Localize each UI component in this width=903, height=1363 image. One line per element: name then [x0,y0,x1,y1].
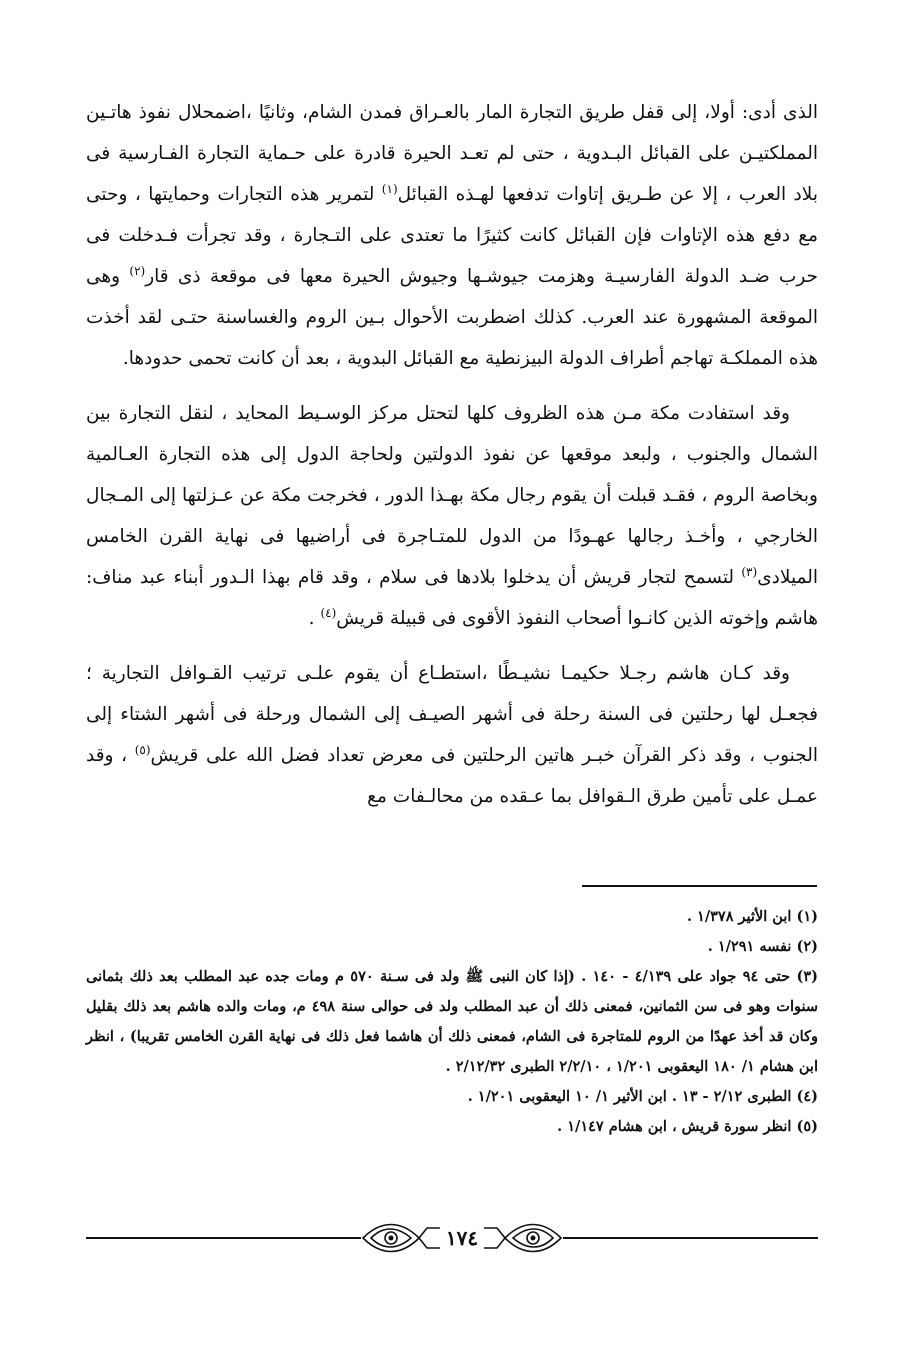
paragraph-text: الذى أدى: أولا، إلى قفل طريق التجارة المار بالعـراق فمدن الشام، وثانيًا ،اضمحلال نفوذ هاتـين المملكتيـن على القبائل البـدوية ، حتى لم تعـد الحيرة قادرة على حـماية التجارة الفـارسية فى بلاد العرب ، إلا عن طـريق إتاوات تدفعها لهـذه القبائل [86,102,818,205]
paragraph [86,653,818,817]
paragraph-text: وقد استفادت مكة مـن هذه الظروف كلها لتحتل مركز الوسـيط المحايد ، لنقل التجارة بين الشمال والجنوب ، ولبعد موقعها عن نفوذ الدولتين ولحاجة الدول إلى هذه التجارة العـالمية وبخاصة الروم ، فقـد قبلت أن يقوم رجال مكة بهـذا الدور ، فخرجت مكة عن عـزلتها إلى المـجال الخارجي ، وأخـذ رجالها عهـودًا من الدول للمتـاجرة فى أراضيها فى نهاية القرن الخامس الميلادى [86,403,818,588]
footnote: (٢) نفسه ١/٢٩١ . [707,938,818,955]
footnote: (٥) انظر سورة قريش ، ابن هشام ١/١٤٧ . [557,1118,818,1135]
page-number: ١٧٤ [440,1226,484,1250]
footnote: (٤) الطبرى ٢/١٢ - ١٣ . ابن الأثير ١/ ١٠ اليعقوبى ١/٢٠١ . [467,1088,818,1105]
footnote-reference: (٣) [741,564,758,579]
paragraph-text: وقد كـان هاشم رجـلا حكيمـا نشيـطًا ،استطـاع أن يقوم علـى ترتيب القـوافل التجارية ؛ فجعـل لها رحلتين فى السنة رحلة فى أشهر الصيـف إلى الشمال ورحلة فى أشهر الشتاء إلى الجنوب ، وقد ذكر القرآن خبـر هاتين الرحلتين فى معرض تعداد فضل الله على قريش [86,663,818,766]
main-text [86,92,818,831]
paragraph-text: وهى الموقعة المشهورة عند العرب. كذلك اضطربت الأحوال بـين الروم والغساسنة حتـى لقد أخذت هذه المملكـة تهاجم أطراف الدولة البيزنطية مع القبائل البدوية ، بعد أن كانت تحمى حدودها. [86,266,818,369]
footnote-reference: (١) [381,181,398,196]
footnotes [86,902,818,1142]
footnote-reference: (٤) [320,605,337,620]
paragraph-text: لتمرير هذه التجارات وحمايتها ، وحتى مع دفع هذه الإتاوات فإن القبائل كانت كثيرًا ما تعتدى على التـجارة ، وقد تجرأت فـدخلت فى حرب ضـد الدولة الفارسيـة وهزمت جيوشـها وجيوش الحيرة معها فى موقعة ذى قار [86,184,818,287]
paragraph [86,92,818,379]
paragraph-text: . [308,608,321,629]
footnote-separator [582,885,817,887]
footnote: (١) ابن الأثير ١/٣٧٨ . [686,908,818,925]
page-footer-ornament [86,1218,818,1258]
footnote: (٣) حتى ٩٤ جواد على ٤/١٣٩ - ١٤٠ . (إذا كان النبى ﷺ ولد فى سـنة ٥٧٠ م ومات جده عبد المطلب بعد ذلك بثمانى سنوات وهو فى سن الثمانين، فمعنى ذلك أن عبد المطلب ولد فى حوالى سنة ٤٩٨ م، ومات والده هاشم بعد ذلك بقليل وكان قد أخذ عهدًا من الروم للمتاجرة فى الشام، فمعنى ذلك أن هاشما فعل ذلك فى نهاية القرن الخامس تقريبا) ، انظر ابن هشام ١/ ١٨٠ اليعقوبى ١/٢٠١ ، ٢/٢/١٠ الطبرى ٢/١٢/٣٢ . [86,968,818,1075]
footnote-reference: (٥) [134,742,151,757]
paragraph [86,393,818,639]
footnote-reference: (٢) [129,263,146,278]
ornament-frame [361,1218,563,1258]
paragraph-text: ، وقد عمـل على تأمين طرق الـقوافل بما عـقده من محالـفات مع [86,745,818,807]
footer-rule-right [563,1237,818,1239]
paragraph-text: لتسمح لتجار قريش أن يدخلوا بلادها فى سلام ، وقد قام بهذا الـدور أبناء عبد مناف: هاشم وإخوته الذين كانـوا أصحاب النفوذ الأقوى فى قبيلة قريش [86,567,818,629]
footer-rule-left [86,1237,361,1239]
